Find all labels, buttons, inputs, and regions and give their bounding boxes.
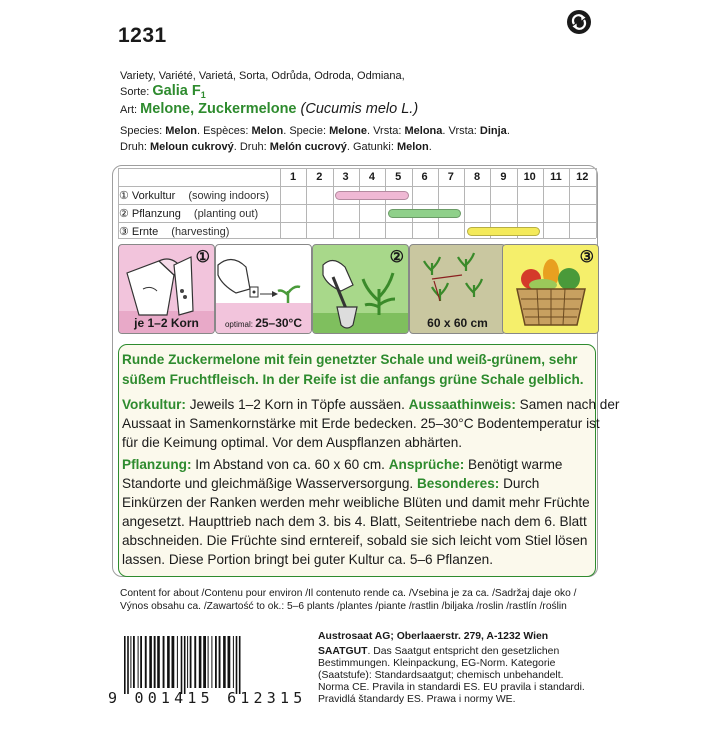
illustration-harvest xyxy=(502,244,599,334)
barcode-bar xyxy=(233,636,234,688)
content-line-2: Výnos obsahu ca. /Zawartość to ok.: 5–6 plants /plantes /piante /rastlin /biljaka /roslin /rastlín /roślin xyxy=(120,601,567,612)
month-header: 2 xyxy=(316,171,323,183)
barcode-bar xyxy=(140,636,142,688)
activity-label: ① Vorkultur (sowing indoors) xyxy=(119,190,270,202)
calendar-row-line xyxy=(118,186,596,187)
barcode-bar xyxy=(223,636,226,688)
sorte-line xyxy=(120,85,206,102)
barcode-bar xyxy=(181,636,183,694)
germination-temp-caption: optimal: 25–30°C xyxy=(224,316,303,330)
activity-label: ③ Ernte (harvesting) xyxy=(119,226,230,238)
barcode-bar xyxy=(124,636,126,694)
illustration-spacing xyxy=(409,244,506,334)
art-label: Art: xyxy=(120,104,141,116)
step-3-marker: ③ xyxy=(579,249,594,266)
month-header: 1 xyxy=(289,171,297,183)
barcode xyxy=(120,636,306,696)
activity-bar xyxy=(388,209,462,218)
legal-line-1: SAATGUT. Das Saatgut entspricht den gesetzlichen xyxy=(318,646,560,657)
barcode-bar xyxy=(163,636,165,688)
month-header: 3 xyxy=(342,171,349,183)
druh-line: Druh: Meloun cukrový. Druh: Melón cucrový. Gatunki: Melon. xyxy=(120,141,432,153)
barcode-digits: 9 001415 612315 xyxy=(108,689,307,707)
step-2-marker: ② xyxy=(389,249,404,266)
content-line-1: Content for about /Contenu pour environ /Il contenuto rende ca. /Vsebina je za ca. /Sadržaj daje oko / xyxy=(120,588,577,599)
barcode-bar xyxy=(211,636,212,688)
intro-line-1: Runde Zuckermelone mit fein genetzter Schale und weiß-grünem, sehr xyxy=(122,352,578,367)
barcode-bar xyxy=(149,636,152,688)
barcode-bar xyxy=(133,636,135,688)
desc-line-5: Standorte und gleichmäßige Wasserversorgung. Besonderes: Durch xyxy=(122,476,540,491)
calendar-row-line xyxy=(118,168,596,169)
calendar-column-line xyxy=(596,168,597,238)
desc-line-6: Einkürzen der Ranken werden mehr weibliche Blüten und damit mehr Früchte xyxy=(122,495,590,510)
spacing-caption: 60 x 60 cm xyxy=(427,316,488,330)
barcode-bar xyxy=(194,636,196,688)
barcode-bar xyxy=(138,636,139,688)
packet-number: 1231 xyxy=(118,24,167,47)
calendar-row-line xyxy=(118,222,596,223)
desc-line-2: Aussaat in Samenkornstärke mit Erde bedecken. 25–30°C Bodentemperatur ist xyxy=(122,416,600,431)
barcode-bar xyxy=(154,636,156,688)
month-header: 11 xyxy=(550,171,562,183)
barcode-bar xyxy=(167,636,170,688)
barcode-bar xyxy=(127,636,129,694)
barcode-bar xyxy=(219,636,221,688)
desc-line-9: lassen. Diese Portion bringt bei guter Kultur ca. 5–6 Pflanzen. xyxy=(122,552,494,567)
barcode-bar xyxy=(190,636,192,688)
illustration-germination xyxy=(215,244,312,334)
month-header: 5 xyxy=(395,171,402,183)
desc-line-8: abschneiden. Die Früchte sind erntereif, sobald sie sich leicht vom Stiel lösen xyxy=(122,533,588,548)
legal-line-4: Norma CE. Pravila in standardi ES. EU pravila i standardi. xyxy=(318,682,585,693)
activity-bar xyxy=(467,227,541,236)
desc-line-4: Pflanzung: Im Abstand von ca. 60 x 60 cm. Ansprüche: Benötigt warme xyxy=(122,457,563,472)
barcode-bar xyxy=(187,636,188,688)
month-header: 6 xyxy=(421,171,428,183)
variety-translations: Variety, Variété, Varietá, Sorta, Odrůda, Odroda, Odmiana, xyxy=(120,70,405,82)
activity-bar xyxy=(335,191,409,200)
species-line: Species: Melon. Espèces: Melon. Specie: Melone. Vrsta: Melona. Vrsta: Dinja. xyxy=(120,125,510,137)
illustration-planting xyxy=(312,244,409,334)
company-address: Austrosaat AG; Oberlaaerstr. 279, A-1232 Wien xyxy=(318,631,549,642)
calendar-row-line xyxy=(118,238,596,239)
legal-line-2: Bestimmungen. Kleinpackung, EG-Norm. Kategorie xyxy=(318,658,556,669)
barcode-bar xyxy=(130,636,131,688)
variety-subscript: 1 xyxy=(200,90,206,101)
legal-line-3: (Saatstufe): Standardsaatgut; chemisch unbehandelt. xyxy=(318,670,564,681)
barcode-bar xyxy=(184,636,186,694)
activity-label: ② Pflanzung (planting out) xyxy=(119,208,259,220)
recycle-icon xyxy=(566,9,592,35)
desc-line-3: für die Keimung optimal. Vor dem Auspflanzen abhärten. xyxy=(122,435,463,450)
intro-line-2: süßem Fruchtfleisch. In der Reife ist die anfangs grüne Schale gelblich. xyxy=(122,372,584,387)
illustration-sowing xyxy=(118,244,215,334)
month-header: 9 xyxy=(500,171,507,183)
step-1-marker: ① xyxy=(195,249,210,266)
seeds-per-pot-caption: je 1–2 Korn xyxy=(134,316,199,330)
variety-name: Galia F xyxy=(152,83,201,99)
desc-line-7: angesetzt. Haupttrieb nach dem 3. bis 4. Blatt, Seitentriebe nach dem 6. Blatt xyxy=(122,514,587,529)
barcode-bar xyxy=(172,636,175,688)
sorte-label: Sorte: xyxy=(120,86,153,98)
month-header: 12 xyxy=(576,171,589,183)
month-header: 8 xyxy=(474,171,481,183)
barcode-bar xyxy=(208,636,209,688)
month-header: 7 xyxy=(447,171,454,183)
barcode-bar xyxy=(177,636,178,688)
barcode-bar xyxy=(203,636,206,688)
latin-name: (Cucumis melo L.) xyxy=(300,101,419,117)
legal-line-5: Pravidlá štandardy ES. Prawa i normy WE. xyxy=(318,694,516,705)
barcode-bar xyxy=(157,636,160,688)
month-header: 4 xyxy=(368,171,375,183)
barcode-bar xyxy=(239,636,241,694)
species-name: Melone, Zuckermelone xyxy=(140,101,301,117)
art-line xyxy=(120,103,418,117)
barcode-bar xyxy=(228,636,231,688)
barcode-bar xyxy=(145,636,147,688)
desc-line-1: Vorkultur: Jeweils 1–2 Korn in Töpfe aussäen. Aussaathinweis: Samen nach der xyxy=(122,397,620,412)
barcode-bar xyxy=(215,636,217,688)
calendar-row-line xyxy=(118,204,596,205)
month-header: 10 xyxy=(523,171,536,183)
barcode-bar xyxy=(236,636,238,694)
barcode-bar xyxy=(199,636,202,688)
